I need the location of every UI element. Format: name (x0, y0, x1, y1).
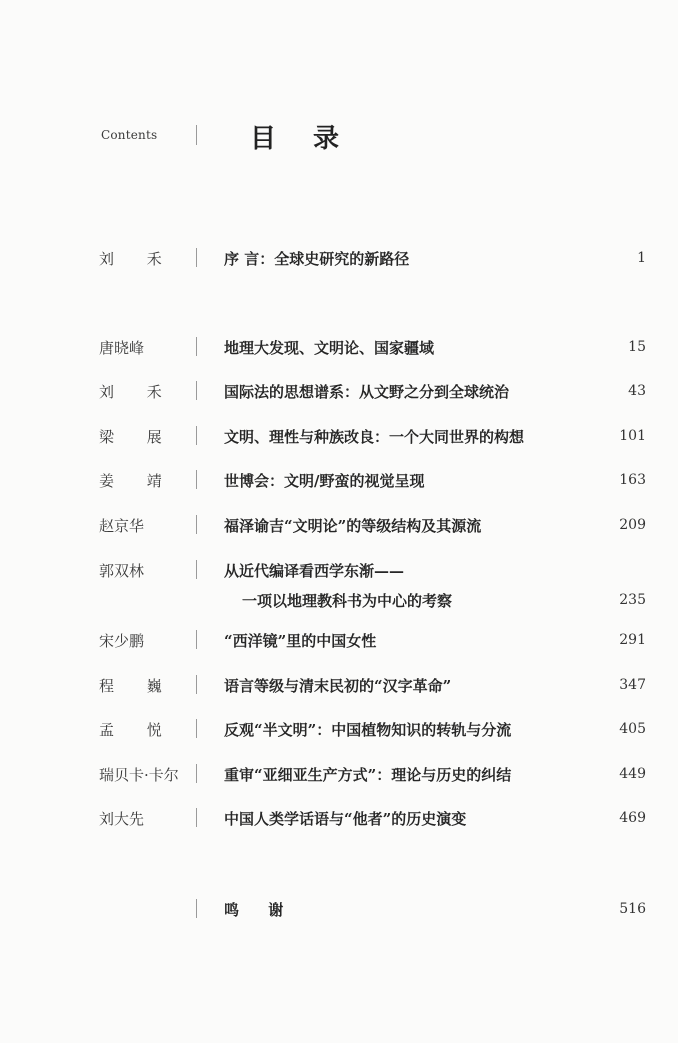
entry-author: 刘 禾 (99, 250, 176, 268)
entry-title[interactable]: 反观“半文明”：中国植物知识的转轨与分流 (224, 721, 512, 739)
entry-title[interactable]: 鸣 谢 (224, 901, 296, 919)
entry-title[interactable]: 福泽谕吉“文明论”的等级结构及其源流 (224, 517, 482, 535)
entry-divider (196, 470, 197, 489)
entry-page-number: 163 (619, 472, 646, 488)
entry-divider (196, 426, 197, 445)
header-divider (196, 125, 197, 145)
entry-page-number: 449 (619, 766, 646, 782)
entry-divider (196, 764, 197, 783)
entry-author: 郭双林 (99, 562, 145, 580)
entry-page-number: 235 (619, 592, 646, 608)
entry-page-number: 405 (619, 721, 646, 737)
entry-divider (196, 515, 197, 534)
entry-page-number: 291 (619, 632, 646, 648)
entry-divider (196, 630, 197, 649)
entry-divider (196, 899, 197, 918)
entry-divider (196, 675, 197, 694)
entry-page-number: 347 (619, 677, 646, 693)
entry-author: 唐晓峰 (99, 339, 145, 357)
entry-title-line2: 一项以地理教科书为中心的考察 (242, 592, 453, 610)
entry-title[interactable]: 重审“亚细亚生产方式”：理论与历史的纠结 (224, 766, 512, 784)
entry-author: 姜 靖 (99, 472, 176, 490)
entry-title[interactable]: 序 言：全球史研究的新路径 (224, 250, 410, 268)
entry-title[interactable]: 国际法的思想谱系：从文野之分到全球统治 (224, 383, 510, 401)
entry-page-number: 43 (628, 383, 646, 399)
entry-page-number: 15 (628, 339, 646, 355)
entry-title[interactable]: 世博会：文明/野蛮的视觉呈现 (224, 472, 425, 490)
entry-author: 瑞贝卡·卡尔 (99, 766, 179, 784)
entry-author: 孟 悦 (99, 721, 176, 739)
entry-divider (196, 808, 197, 827)
entry-author: 赵京华 (99, 517, 145, 535)
entry-divider (196, 381, 197, 400)
entry-author: 梁 展 (99, 428, 176, 446)
entry-author: 刘大先 (99, 810, 145, 828)
entry-title[interactable]: “西洋镜”里的中国女性 (224, 632, 377, 650)
entry-author: 刘 禾 (99, 383, 176, 401)
entry-divider (196, 560, 197, 579)
entry-title[interactable] (224, 560, 452, 611)
page-title: 目 录 (250, 124, 354, 154)
entry-author: 宋少鹏 (99, 632, 145, 650)
entry-author: 程 巍 (99, 677, 176, 695)
entry-title[interactable]: 地理大发现、文明论、国家疆域 (224, 339, 435, 357)
entry-title[interactable]: 中国人类学话语与“他者”的历史演变 (224, 810, 467, 828)
entry-divider (196, 248, 197, 267)
contents-label: Contents (101, 128, 158, 142)
entry-title[interactable]: 文明、理性与种族改良：一个大同世界的构想 (224, 428, 525, 446)
entry-page-number: 209 (619, 517, 646, 533)
entry-page-number: 516 (619, 901, 646, 917)
entry-page-number: 1 (637, 250, 646, 266)
entry-page-number: 469 (619, 810, 646, 826)
entry-page-number: 101 (619, 428, 646, 444)
entry-divider (196, 719, 197, 738)
entry-divider (196, 337, 197, 356)
entry-title-line1: 从近代编译看西学东渐—— (224, 562, 405, 580)
entry-title[interactable]: 语言等级与清末民初的“汉字革命” (224, 677, 452, 695)
